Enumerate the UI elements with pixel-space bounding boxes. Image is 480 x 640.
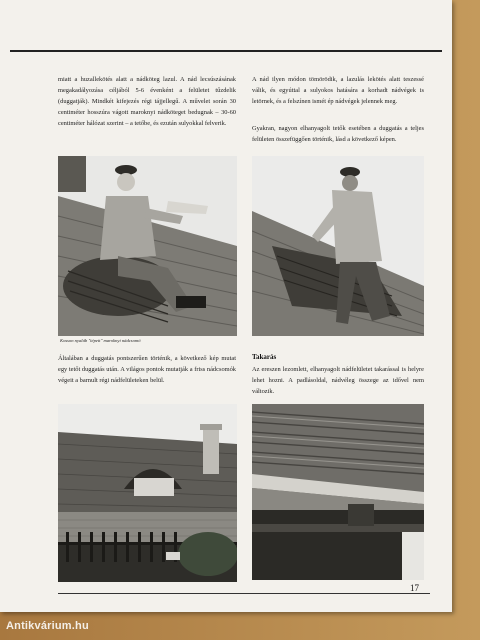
bottom-rule [58, 593, 430, 594]
page-number: 17 [410, 583, 419, 593]
left-paragraph-2: Általában a duggatás pontszerűen történik, a következő kép mutat egy tetőt duggatás után. A világos pontok mutatják a friss nádcsomók végeit a barnult régi nádfelületeken belül. [58, 355, 236, 384]
left-paragraph-1: miatt a huzallekötés alatt a nádköteg lazul. A nád lecsúszásának megakadályozása céljából 5-6 évenként a felületet tűzdelik (duggatják). Mindkét kifejezés régi tájjellegű. A művelet során 30 centiméter hosszúra vágott maroknyi nádköteget bedugnak – 30-60 centiméter hálózat szerint – a tetőbe, és ezután sulyokkal felverik. [58, 76, 236, 127]
watermark-logo: Antikvárium.hu [6, 620, 89, 632]
right-paragraph-3: Az ereszen lezomlett, elhanyagolt nádfelületet takarással is helyre lehet hozni. A padlásoldal, nádvéleg összege az idővel nem változik. [252, 366, 424, 395]
right-paragraph-2: Gyakran, nagyon elhanyagolt tetők esetében a duggatás a teljes felületen összefüggően történik, lásd a következő képen. [252, 125, 424, 143]
section-heading-takaras: Takarás [252, 353, 277, 361]
top-rule [10, 50, 442, 52]
photo-thatcher-sitting [58, 156, 237, 336]
photo-thatch-closeup [252, 404, 424, 580]
photo-thatched-house [58, 404, 237, 582]
right-paragraph-1: A nád ilyen módon tömörödik, a lazulás lekötés alatt teszessé válik, és egyúttal a sulyokos hatására a korhadt nádvégek is letörnek, és a felszínen ismét ép nádvégek jelennek meg. [252, 76, 424, 105]
photo-thatcher-standing [252, 156, 424, 336]
photo-caption-1: Kosson nyaláb "tépett" maroknyi nádcsomó [60, 338, 141, 343]
